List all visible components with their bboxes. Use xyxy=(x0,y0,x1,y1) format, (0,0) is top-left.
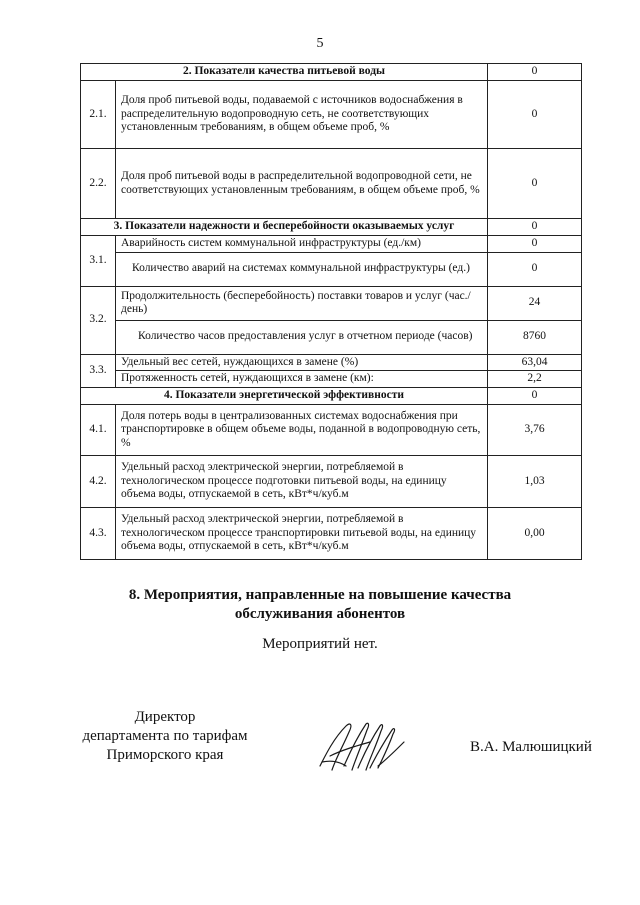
table-row xyxy=(81,354,582,371)
table-row xyxy=(81,252,582,286)
row-value: 3,76 xyxy=(488,405,582,456)
row-number: 2.1. xyxy=(81,81,116,149)
row-description: Удельный вес сетей, нуждающихся в замене (%) xyxy=(116,354,488,371)
row-description: Продолжительность (бесперебойность) поставки товаров и услуг (час./день) xyxy=(116,286,488,320)
row-description: Доля потерь воды в централизованных системах водоснабжения при транспортировке в общем объеме воды, поданной в водопроводную сеть, % xyxy=(116,405,488,456)
section-8-heading xyxy=(0,586,640,624)
table-row xyxy=(81,371,582,388)
row-description: Аварийность систем коммунальной инфраструктуры (ед./км) xyxy=(116,236,488,253)
section-title: 3. Показатели надежности и бесперебойности оказываемых услуг xyxy=(81,219,488,236)
table-row xyxy=(81,456,582,508)
page-number: 5 xyxy=(316,36,324,51)
section-value: 0 xyxy=(488,219,582,236)
table-row xyxy=(81,286,582,320)
row-value: 63,04 xyxy=(488,354,582,371)
measures-text: Мероприятий нет. xyxy=(262,636,378,652)
row-description: Количество аварий на системах коммунальной инфраструктуры (ед.) xyxy=(116,252,488,286)
row-number: 3.3. xyxy=(81,354,116,388)
section-header-row xyxy=(81,388,582,405)
table-row xyxy=(81,508,582,560)
row-value: 2,2 xyxy=(488,371,582,388)
row-value: 0 xyxy=(488,149,582,219)
row-number: 3.1. xyxy=(81,236,116,287)
row-value: 0,00 xyxy=(488,508,582,560)
table-row xyxy=(81,320,582,354)
section-value: 0 xyxy=(488,64,582,81)
section-value: 0 xyxy=(488,388,582,405)
row-number: 4.3. xyxy=(81,508,116,560)
table-row xyxy=(81,81,582,149)
signer-position-line1: Директор xyxy=(134,709,196,725)
row-number: 4.1. xyxy=(81,405,116,456)
section-header-row xyxy=(81,219,582,236)
indicators-table xyxy=(80,63,582,560)
row-description: Протяженность сетей, нуждающихся в замене (км): xyxy=(116,371,488,388)
section-title: 2. Показатели качества питьевой воды xyxy=(81,64,488,81)
row-description: Удельный расход электрической энергии, потребляемой в технологическом процессе транспортировки питьевой воды, на единицу объема воды, отпускаемой в сеть, кВт*ч/куб.м xyxy=(116,508,488,560)
row-value: 0 xyxy=(488,236,582,253)
table-row xyxy=(81,236,582,253)
section-8-heading-line2: обслуживания абонентов xyxy=(234,605,406,622)
signer-position-line2: департамента по тарифам xyxy=(82,727,248,744)
row-number: 3.2. xyxy=(81,286,116,354)
row-description: Количество часов предоставления услуг в отчетном периоде (часов) xyxy=(116,320,488,354)
signer-position xyxy=(70,708,260,764)
section-header-row xyxy=(81,64,582,81)
section-8-heading-line1: 8. Мероприятия, направленные на повышение качества xyxy=(128,587,512,603)
row-value: 8760 xyxy=(488,320,582,354)
signer-name: В.А. Малюшицкий xyxy=(470,739,592,755)
row-number: 2.2. xyxy=(81,149,116,219)
section-title: 4. Показатели энергетической эффективности xyxy=(81,388,488,405)
row-number: 4.2. xyxy=(81,456,116,508)
row-description: Доля проб питьевой воды, подаваемой с источников водоснабжения в распределительную водопроводную сеть, не соответствующих установленным требованиям, в общем объеме проб, % xyxy=(116,81,488,149)
table-row xyxy=(81,149,582,219)
row-description: Удельный расход электрической энергии, потребляемой в технологическом процессе подготовки питьевой воды, на единицу объема воды, отпускаемой в сеть, кВт*ч/куб.м xyxy=(116,456,488,508)
table-row xyxy=(81,405,582,456)
handwritten-signature xyxy=(312,716,412,774)
row-description: Доля проб питьевой воды в распределительной водопроводной сети, не соответствующих установленным требованиям, в общем объеме проб, % xyxy=(116,149,488,219)
signer-position-line3: Приморского края xyxy=(106,746,224,763)
row-value: 0 xyxy=(488,81,582,149)
row-value: 1,03 xyxy=(488,456,582,508)
row-value: 0 xyxy=(488,252,582,286)
row-value: 24 xyxy=(488,286,582,320)
